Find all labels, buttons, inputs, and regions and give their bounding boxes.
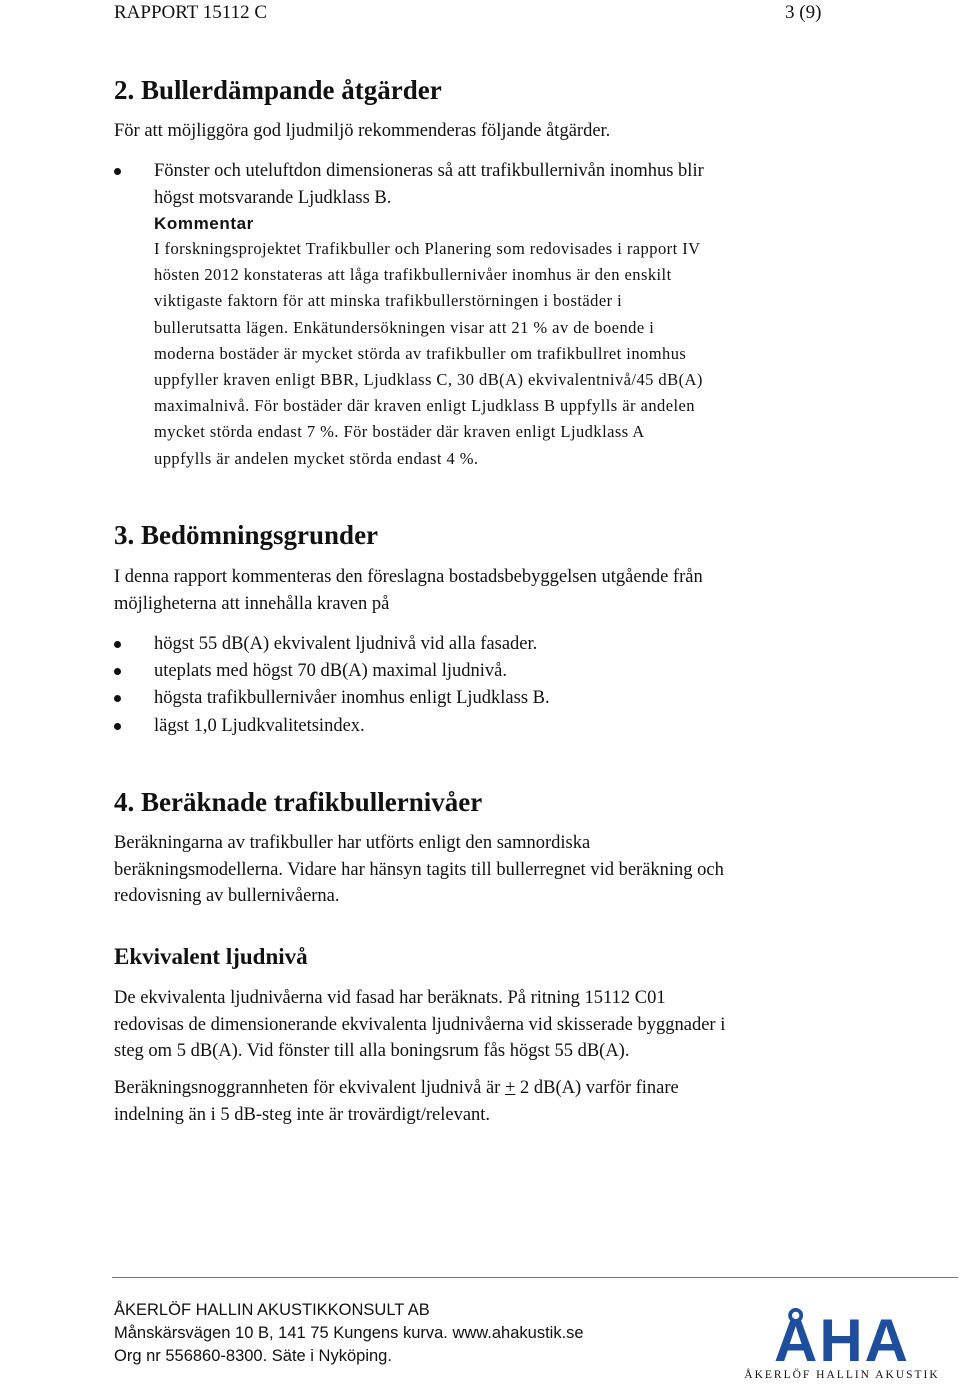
subsection-heading: Ekvivalent ljudnivå [114, 944, 308, 969]
text-line: I denna rapport kommenteras den föreslagna bostadsbebyggelsen utgående från [114, 567, 703, 587]
comment-line: I forskningsprojektet Trafikbuller och Planering som redovisades i rapport IV [154, 239, 701, 258]
list-item [114, 685, 914, 712]
footer-divider [112, 1277, 958, 1278]
section-4-heading: 4. Beräknade trafikbullernivåer [114, 787, 483, 817]
comment-line: uppfyller kraven enligt BBR, Ljudklass C, 30 dB(A) ekvivalentnivå/45 dB(A) [154, 370, 703, 390]
footer-address: Månskärsvägen 10 B, 141 75 Kungens kurva. www.ahakustik.se [114, 1324, 584, 1342]
text-line: Beräkningarna av trafikbuller har utförts enligt den samnordiska [114, 833, 591, 853]
svg-text:ÅKERLÖF HALLIN AKUSTIK: ÅKERLÖF HALLIN AKUSTIK [744, 1369, 940, 1380]
text-fragment: 2 dB(A) varför finare [515, 1078, 679, 1098]
ekvivalent-paragraph-1 [114, 985, 725, 1065]
section-2-intro: För att möjliggöra god ljudmiljö rekommenderas följande åtgärder. [114, 121, 611, 141]
comment-line: viktigaste faktorn för att minska trafikbullerstörningen i bostäder i [154, 291, 623, 311]
comment-title: Kommentar [154, 214, 254, 233]
section-3-intro [114, 564, 703, 617]
bullet-text: högst motsvarande Ljudklass B. [154, 188, 392, 208]
bullet-text: Fönster och uteluftdon dimensioneras så att trafikbullernivån inomhus blir [154, 161, 704, 181]
text-line: redovisas de dimensionerande ekvivalenta ljudnivåerna vid skisserade byggnader i [114, 1014, 726, 1035]
aha-logo-icon [736, 1290, 948, 1380]
comment-line: moderna bostäder är mycket störda av trafikbuller om trafikbullret inomhus [154, 343, 687, 363]
comment-line: mycket störda endast 7 %. För bostäder där kraven enligt Ljudklass A [154, 422, 645, 442]
bullet-icon [114, 168, 121, 175]
section-2-heading: 2. Bullerdämpande åtgärder [114, 75, 442, 105]
list-item [114, 713, 914, 740]
bullet-icon [114, 695, 121, 702]
bullet-text: uteplats med högst 70 dB(A) maximal ljudnivå. [154, 661, 507, 681]
footer-text [114, 1299, 584, 1368]
comment-line: maximalnivå. För bostäder där kraven enligt Ljudklass B uppfylls är andelen [154, 396, 695, 416]
list-item [114, 158, 914, 218]
bullet-icon [114, 641, 121, 648]
comment-body [154, 236, 894, 472]
bullet-text: högsta trafikbullernivåer inomhus enligt Ljudklass B. [154, 688, 550, 708]
text-line: redovisning av bullernivåerna. [114, 886, 340, 907]
comment-line: hösten 2012 konstateras att låga trafikbullernivåer inomhus är den enskilt [154, 265, 672, 285]
comment-line: uppfylls är andelen mycket störda endast 4 %. [154, 448, 479, 468]
list-item [114, 658, 914, 685]
company-logo [736, 1290, 948, 1380]
text-line: indelning än i 5 dB-steg inte är trovärdigt/relevant. [114, 1104, 491, 1125]
text-line: steg om 5 dB(A). Vid fönster till alla boningsrum fås högst 55 dB(A). [114, 1041, 630, 1062]
svg-text:ÅHA: ÅHA [774, 1307, 910, 1374]
plus-minus-sign: + [504, 1078, 516, 1098]
text-line [114, 1075, 679, 1102]
text-line: De ekvivalenta ljudnivåerna vid fasad har beräknats. På ritning 15112 C01 [114, 988, 666, 1008]
bullet-icon [114, 668, 121, 675]
section-4-intro [114, 830, 724, 910]
page-number: 3 (9) [785, 2, 822, 23]
text-fragment: Beräkningsnoggrannheten för ekvivalent ljudnivå är [114, 1078, 505, 1098]
text-line: möjligheterna att innehålla kraven på [114, 593, 390, 614]
comment-line: bullerutsatta lägen. Enkätundersökningen visar att 21 % av de boende i [154, 317, 655, 337]
report-number: RAPPORT 15112 C [114, 2, 268, 23]
bullet-icon [114, 723, 121, 730]
bullet-text: högst 55 dB(A) ekvivalent ljudnivå vid alla fasader. [154, 634, 538, 654]
ekvivalent-paragraph-2 [114, 1075, 679, 1128]
bullet-text: lägst 1,0 Ljudkvalitetsindex. [154, 716, 365, 736]
footer-org: Org nr 556860-8300. Säte i Nyköping. [114, 1347, 392, 1365]
section-3-heading: 3. Bedömningsgrunder [114, 520, 379, 550]
list-item [114, 631, 914, 658]
footer-company: ÅKERLÖF HALLIN AKUSTIKKONSULT AB [114, 1301, 430, 1319]
text-line: beräkningsmodellerna. Vidare har hänsyn tagits till bullerregnet vid beräkning och [114, 859, 724, 880]
